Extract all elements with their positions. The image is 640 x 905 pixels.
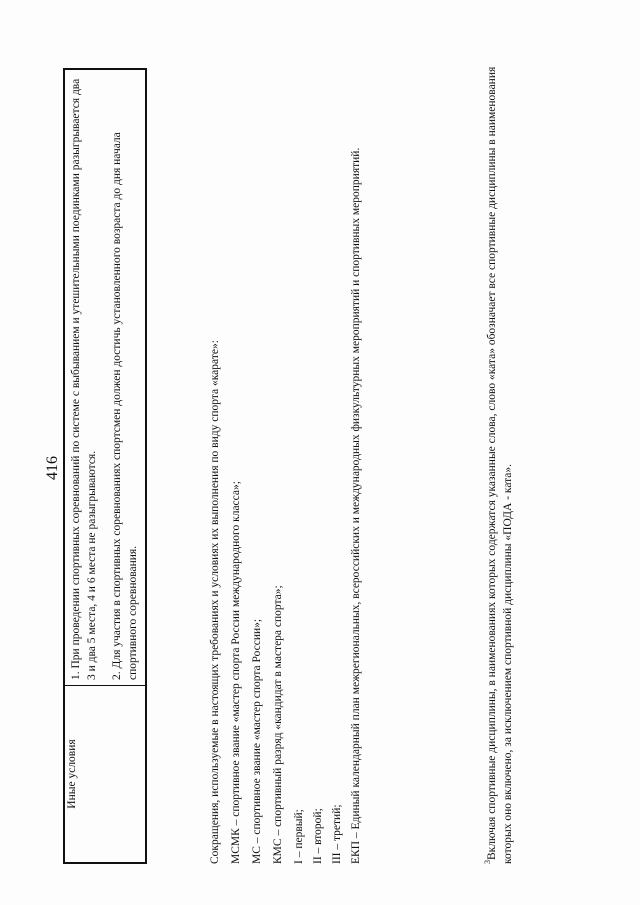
footnote-text: Включая спортивные дисциплины, в наименованиях которых содержатся указанные слова, слово «ката» обозначает все спортивные дисциплины в наименования которых оно включено, за исключением спортивной дисциплины «ПОДА - ката».: [486, 66, 515, 864]
abbreviation-first: I – первый;: [292, 809, 305, 864]
abbreviation-kms: КМС – спортивный разряд «кандидат в мастера спорта»;: [271, 585, 284, 864]
abbreviation-third: III – третий;: [330, 804, 343, 864]
row-content: [64, 69, 146, 686]
condition-item-2: 2. Для участия в спортивных соревнованиях спортсмен должен достичь установленного возраста до дня начала спортивного соревнования.: [111, 132, 139, 680]
footnote-marker: 3: [483, 860, 493, 864]
rotated-content: [24, 40, 604, 880]
abbreviation-second: II – второй;: [311, 808, 324, 864]
abbreviations-section: [208, 64, 370, 864]
abbreviation-ms: МС – спортивное звание «мастер спорта России»;: [250, 618, 263, 864]
abbreviation-msmk: МСМК – спортивное звание «мастер спорта России международного класса»;: [229, 481, 242, 864]
footnote: [484, 64, 516, 864]
abbreviations-intro: Сокращения, используемые в настоящих требованиях и условиях их выполнения по виду спорта «карате»:: [209, 340, 221, 864]
table-row: [64, 69, 146, 863]
conditions-table: [63, 68, 147, 864]
condition-item-1: 1. При проведении спортивных соревнований по системе с выбыванием и утешительными поединками разыгрывается два 3 и два 5 места, 4 и 6 места не разыгрываются.: [70, 78, 98, 680]
row-label: Иные условия: [64, 686, 146, 864]
abbreviation-ekp: ЕКП – Единый календарный план межрегиональных, всероссийских и международных физкультурных мероприятий и спортивных мероприятий.: [349, 147, 362, 864]
page-number: 416: [44, 456, 61, 480]
